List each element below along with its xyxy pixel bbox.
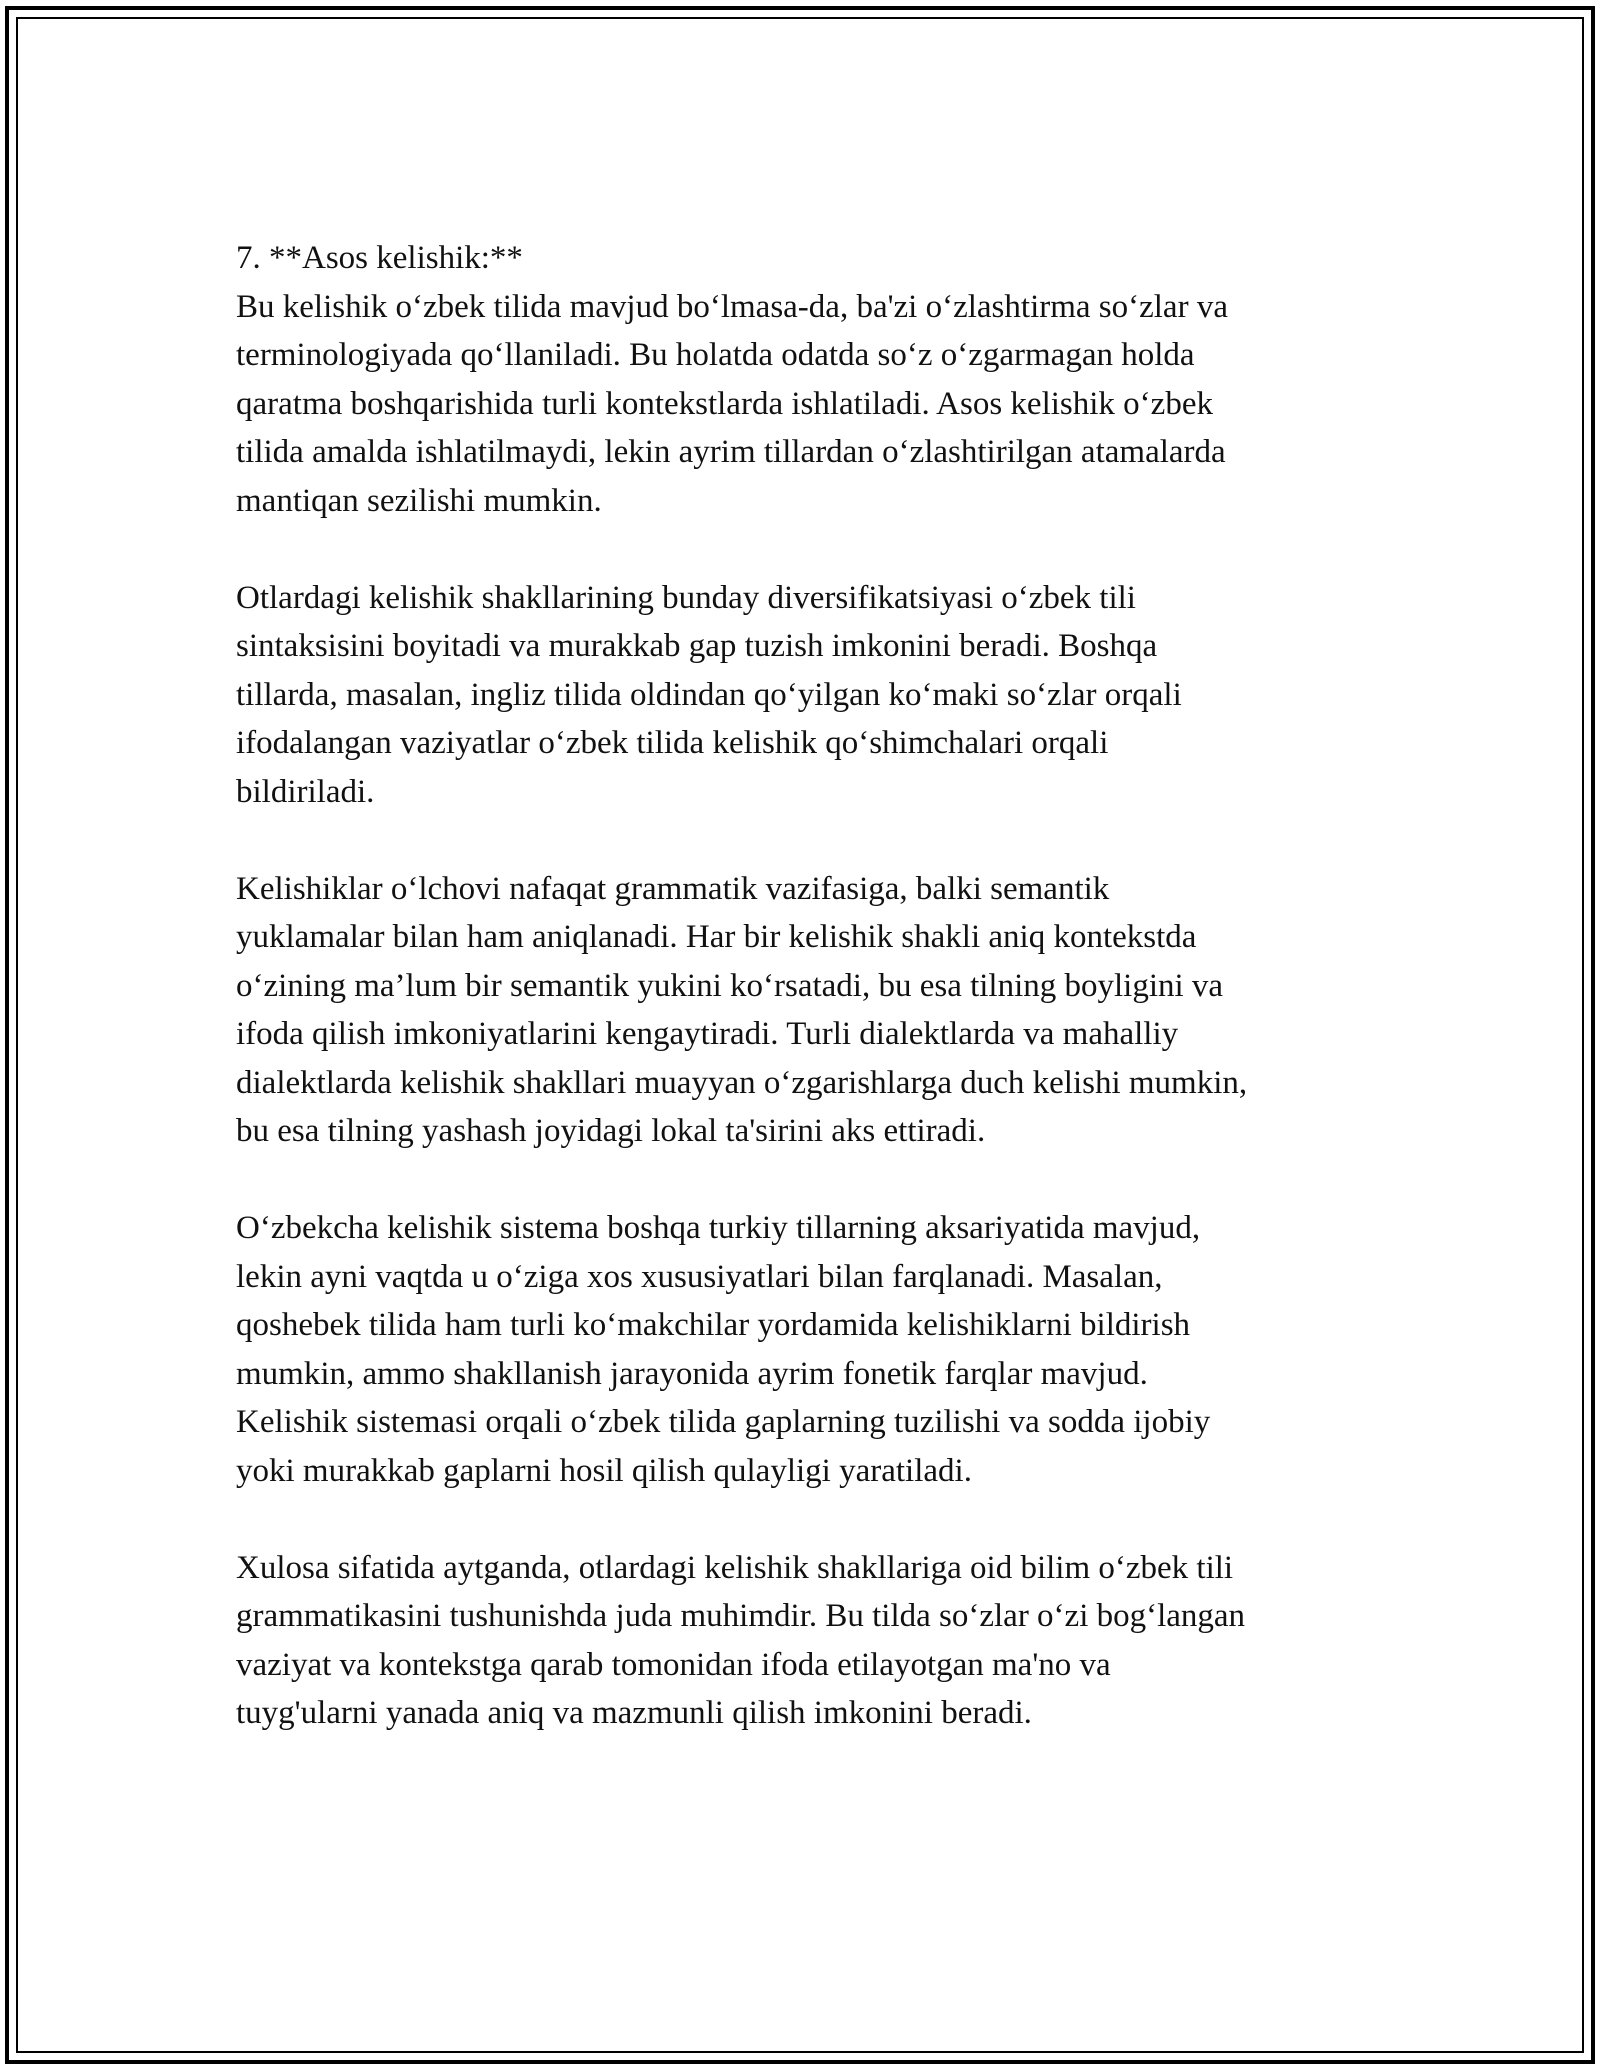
section-heading: 7. **Asos kelishik:** (236, 240, 523, 276)
paragraph-turkiy-tillar: O‘zbekcha kelishik sistema boshqa turkiy tillarning aksariyatida mavjud, lekin ayni vaqtda u o‘ziga xos xususiyatlari bilan farqlanadi. Masalan, qoshebek tilida ham turli ko‘makchilar yordamida kelishiklarni bildirish mumkin, ammo shakllanish jarayonida ayrim fonetik farqlar mavjud. Kelishik sistemasi orqali o‘zbek tilida gaplarning tuzilishi va sodda ijobiy yoki murakkab gaplarni hosil qilish qulayligi yaratiladi. (236, 1210, 1211, 1489)
paragraph-diversifikatsiya: Otlardagi kelishik shakllarining bunday diversifikatsiyasi o‘zbek tili sintaksisini boyitadi va murakkab gap tuzish imkonini beradi. Boshqa tillarda, masalan, ingliz tilida oldindan qo‘yilgan ko‘maki so‘zlar orqali ifodalangan vaziyatlar o‘zbek tilida kelishik qo‘shimchalari orqali bildiriladi. (236, 579, 1182, 810)
paragraph-semantik: Kelishiklar o‘lchovi nafaqat grammatik vazifasiga, balki semantik yuklamalar bilan ham aniqlanadi. Har bir kelishik shakli aniq kontekstda o‘zining ma’lum bir semantik yukini ko‘rsatadi, bu esa tilning boyligini va ifoda qilish imkoniyatlarini kengaytiradi. Turli dialektlarda va mahalliy dialektlarda kelishik shakllari muayyan o‘zgarishlarga duch kelishi mumkin, bu esa tilning yashash joyidagi lokal ta'sirini aks ettiradi. (236, 870, 1248, 1149)
paragraph-asos-kelishik: Bu kelishik o‘zbek tilida mavjud bo‘lmasa-da, ba'zi o‘zlashtirma so‘zlar va terminologiyada qo‘llaniladi. Bu holatda odatda so‘z o‘zgarmagan holda qaratma boshqarishida turli kontekstlarda ishlatiladi. Asos kelishik o‘zbek tilida amalda ishlatilmaydi, lekin ayrim tillardan o‘zlashtirilgan atamalarda mantiqan sezilishi mumkin. (236, 288, 1228, 519)
paragraph-xulosa: Xulosa sifatida aytganda, otlardagi kelishik shakllariga oid bilim o‘zbek tili grammatikasini tushunishda juda muhimdir. Bu tilda so‘zlar o‘zi bog‘langan vaziyat va kontekstga qarab tomonidan ifoda etilayotgan ma'no va tuyg'ularni yanada aniq va mazmunli qilish imkonini beradi. (236, 1549, 1246, 1731)
document-body (236, 234, 1396, 1786)
